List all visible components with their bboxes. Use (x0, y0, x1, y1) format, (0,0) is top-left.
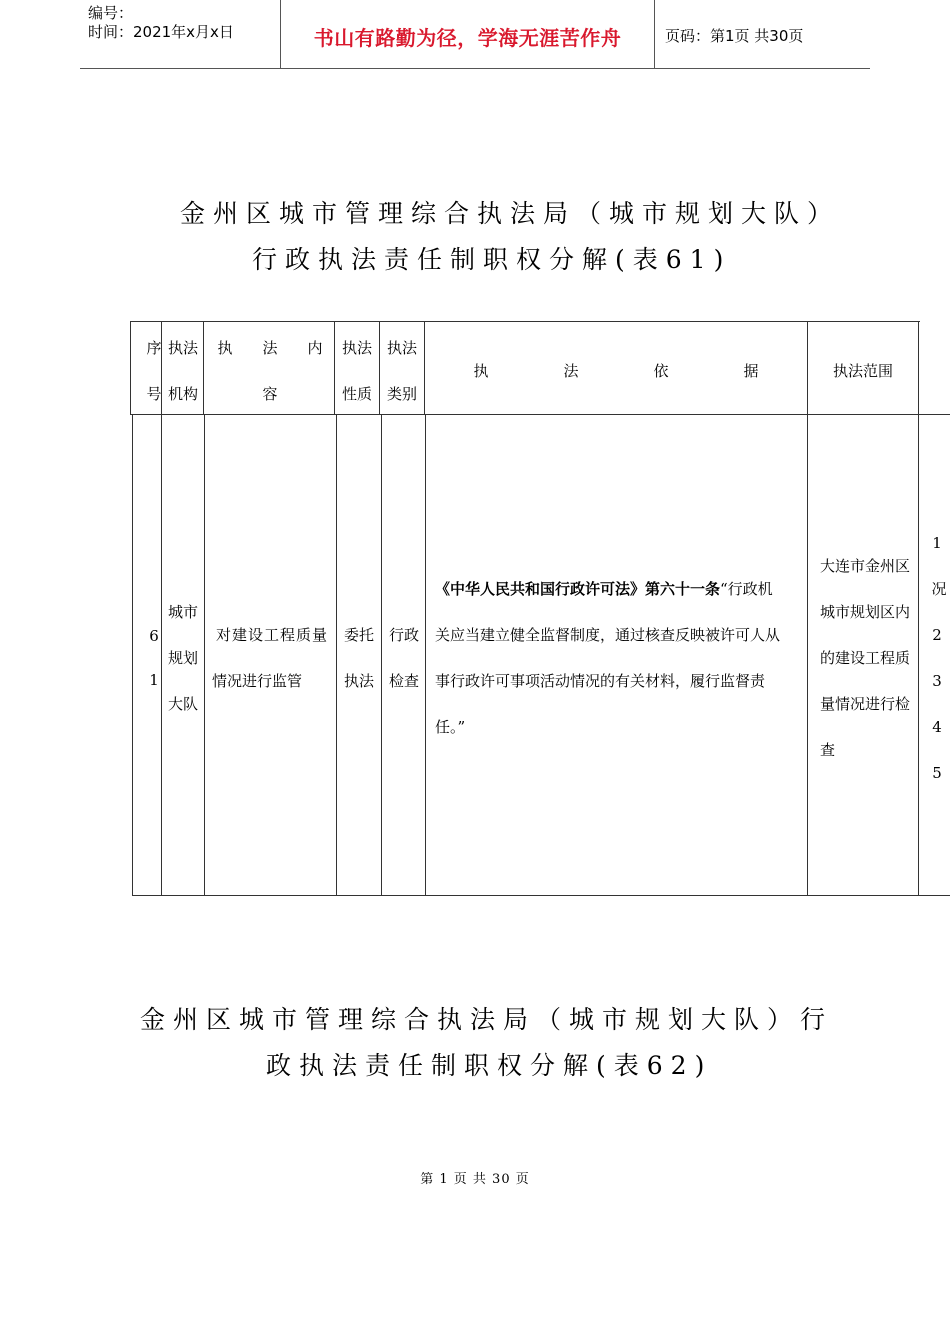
row-category-line2: 检查 (388, 672, 419, 690)
header-motto: 书山有路勤为径，学海无涯苦作舟 (313, 26, 622, 50)
row-org-line1: 城市 (167, 603, 198, 621)
row-content-line1: 对建设工程质量 (215, 626, 328, 644)
header-scope: 执法范围 (832, 362, 893, 380)
document-header (80, 0, 870, 69)
header-category-line2: 类别 (386, 385, 417, 403)
header-content-line1: 执 法 内 (217, 339, 323, 357)
row-scope-line1: 大连市金州区 (820, 557, 911, 575)
row-basis-line1 (435, 566, 807, 612)
header-content-line2: 容 (262, 385, 278, 403)
row-basis-line4: 任。” (435, 718, 466, 736)
document-number-label: 编号： (88, 4, 134, 22)
row-nature-line2: 执法 (343, 672, 374, 690)
header-seq-char2: 号 (146, 385, 162, 403)
header-org-line1: 执法 (167, 339, 198, 357)
row-basis-line2: 关应当建立健全监督制度，通过核查反映被许可人从 (435, 626, 781, 644)
row-scope-line3: 的建设工程质 (820, 649, 911, 667)
row-content-line2: 情况进行监管 (212, 672, 303, 690)
row-org-line2: 规划 (167, 649, 198, 667)
row-basis-line3: 事行政许可事项活动情况的有关材料，履行监督责 (435, 672, 766, 690)
section2-title-line2: 政执法责任制职权分解(表62) (266, 1051, 713, 1080)
row-basis-law-title: 《中华人民共和国行政许可法》第六十一条 (435, 580, 721, 598)
row-basis-quote-start: “行政机 (720, 580, 773, 598)
page-footer: 第 1 页 共 30 页 (420, 1172, 530, 1187)
row-extra-6: 5 (932, 764, 942, 782)
row-seq-char1: 6 (149, 627, 159, 645)
row-scope-line2: 城市规划区内 (820, 603, 911, 621)
row-nature-line1: 委托 (343, 626, 374, 644)
header-motto-cell (281, 0, 655, 68)
header-org-line2: 机构 (167, 385, 198, 403)
row-scope-line4: 量情况进行检 (820, 695, 911, 713)
row-scope-line5: 查 (820, 741, 836, 759)
header-seq-char1: 序 (146, 339, 162, 357)
row-extra-5: 4 (932, 718, 942, 736)
header-nature-line2: 性质 (341, 385, 372, 403)
authority-table (130, 321, 950, 896)
row-category-line1: 行政 (388, 626, 419, 644)
row-org-line3: 大队 (167, 695, 198, 713)
document-time-label: 时间：2021年x月x日 (88, 23, 234, 41)
header-basis: 执 法 依 据 (473, 362, 759, 380)
header-page-info: 页码：第1页 共30页 (665, 27, 804, 45)
section1-title-line2: 行政执法责任制职权分解(表61) (252, 245, 732, 274)
row-seq-char2: 1 (149, 671, 159, 689)
header-meta-cell (80, 0, 281, 68)
row-extra-4: 3 (932, 672, 942, 690)
row-extra-3: 2 (932, 626, 942, 644)
section1-title-line1: 金州区城市管理综合执法局（城市规划大队） (180, 199, 841, 228)
header-page-cell (655, 0, 870, 68)
header-nature-line1: 执法 (341, 339, 372, 357)
section2-title-line1: 金州区城市管理综合执法局（城市规划大队）行 (140, 1005, 834, 1034)
row-extra-2: 况 (931, 580, 947, 598)
header-category-line1: 执法 (386, 339, 417, 357)
row-extra-1: 1 (932, 534, 942, 552)
